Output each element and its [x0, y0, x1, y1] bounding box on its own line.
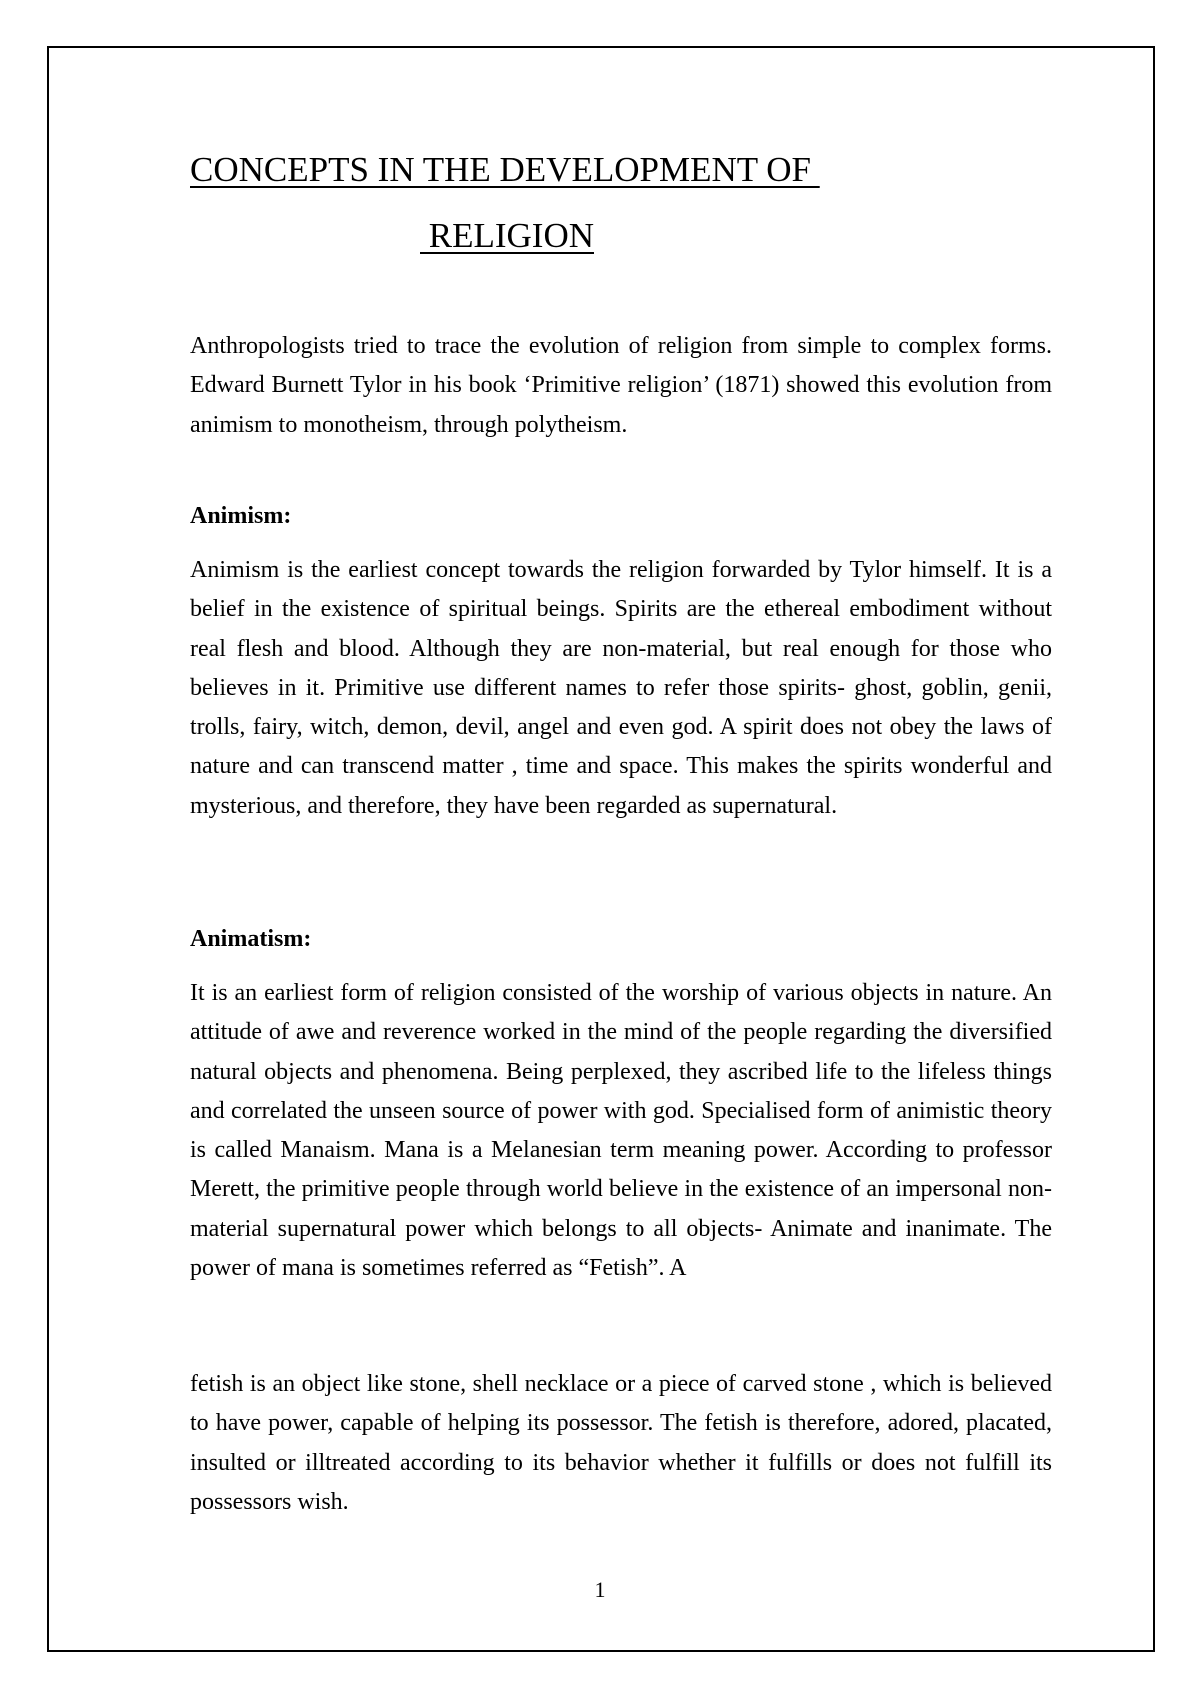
fetish-paragraph: fetish is an object like stone, shell necklace or a piece of carved stone , which is believed to have power, capable of helping its possessor. The fetish is therefore, adored, placated, insulted or illtreated according to its behavior whether it fulfills or does not fulfill its possessors wish. [190, 1371, 1052, 1515]
document-title-line-1: CONCEPTS IN THE DEVELOPMENT OF [190, 150, 820, 189]
document-title-line-2: RELIGION [420, 216, 594, 255]
animatism-paragraph: It is an earliest form of religion consisted of the worship of various objects in nature. An attitude of awe and reverence worked in the mind of the people regarding the diversified natural objects and phenomena. Being perplexed, they ascribed life to the lifeless things and correlated the unseen source of power with god. Specialised form of animistic theory is called Manaism. Mana is a Melanesian term meaning power. According to professor Merett, the primitive people through world believe in the existence of an impersonal non-material supernatural power which belongs to all objects- Animate and inanimate. The power of mana is sometimes referred as “Fetish”. A [190, 980, 1052, 1282]
page-number: 1 [594, 1577, 606, 1602]
intro-paragraph: Anthropologists tried to trace the evolution of religion from simple to complex forms. Edward Burnett Tylor in his book ‘Primitive religion’ (1871) showed this evolution from animism to monotheism, through polytheism. [190, 333, 1052, 438]
section-heading-animism: Animism: [190, 503, 292, 529]
section-heading-animatism: Animatism: [190, 926, 312, 952]
animism-paragraph: Animism is the earliest concept towards the religion forwarded by Tylor himself. It is a belief in the existence of spiritual beings. Spirits are the ethereal embodiment without real flesh and blood. Although they are non-material, but real enough for those who believes in it. Primitive use different names to refer those spirits- ghost, goblin, genii, trolls, fairy, witch, demon, devil, angel and even god. A spirit does not obey the laws of nature and can transcend matter , time and space. This makes the spirits wonderful and mysterious, and therefore, they have been regarded as supernatural. [190, 557, 1052, 819]
